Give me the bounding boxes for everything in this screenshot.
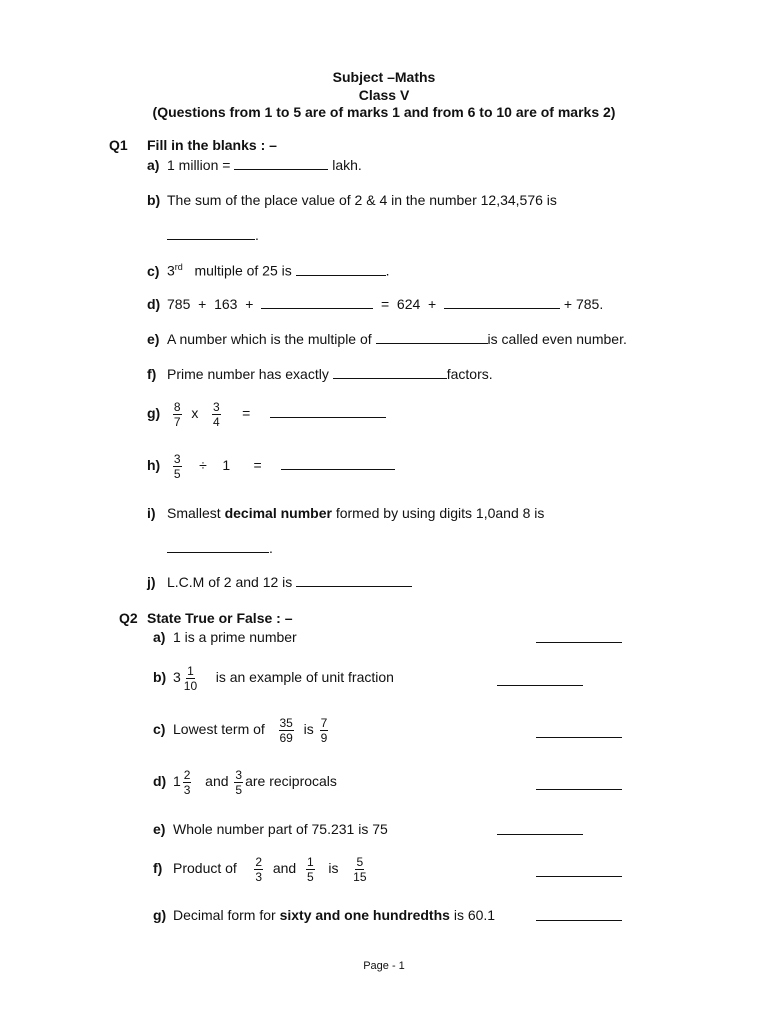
class-title: Class V xyxy=(358,87,410,103)
q1-d-part2: = 624 + xyxy=(373,296,445,312)
answer-blank[interactable] xyxy=(261,297,373,309)
answer-line[interactable] xyxy=(536,876,622,877)
fraction: $\frac{1}{10}$ xyxy=(183,664,198,693)
q1-item-h xyxy=(147,452,395,481)
q2-f-before: Product of xyxy=(173,860,237,877)
answer-line[interactable] xyxy=(497,834,583,835)
q2-g-bold: sixty and one hundredths xyxy=(279,907,450,923)
fraction: $\frac{7}{9}$ xyxy=(320,716,328,745)
operator: x xyxy=(191,405,199,422)
q2-item-d xyxy=(153,768,337,797)
item-label: g) xyxy=(147,405,161,422)
q2-e-text: Whole number part of 75.231 is 75 xyxy=(173,821,388,837)
answer-blank[interactable] xyxy=(376,332,488,344)
equals: = xyxy=(253,457,262,474)
q1-item-i xyxy=(147,505,544,521)
q1-item-i-blank-line xyxy=(167,540,273,556)
q1-f-after: factors. xyxy=(446,366,493,382)
answer-blank[interactable] xyxy=(234,158,328,170)
answer-blank[interactable] xyxy=(444,297,560,309)
item-label: a) xyxy=(147,157,160,173)
q2-item-b xyxy=(153,664,394,693)
q1-d-part3: + 785. xyxy=(560,296,604,312)
answer-blank[interactable] xyxy=(270,406,386,418)
item-label: g) xyxy=(153,907,167,923)
item-label: i) xyxy=(147,505,156,521)
q1-item-d xyxy=(147,296,603,312)
q2-d-after: are reciprocals xyxy=(245,773,337,790)
q1-e-before: A number which is the multiple of xyxy=(167,331,376,347)
page-number: Page - 1 xyxy=(363,960,405,972)
whole-number: 3 xyxy=(173,669,181,686)
q2-item-c xyxy=(153,716,330,745)
fraction: $\frac{3}{4}$ xyxy=(213,400,220,429)
q1-c-text: multiple of 25 is xyxy=(194,262,296,279)
q1-item-j xyxy=(147,574,412,590)
item-label: d) xyxy=(147,296,161,312)
answer-blank[interactable] xyxy=(333,367,447,379)
item-label: b) xyxy=(153,669,167,686)
q1-i-end: . xyxy=(269,540,273,556)
q1-i-before: Smallest xyxy=(167,505,225,521)
q2-item-e xyxy=(153,821,388,837)
q1-item-e xyxy=(147,331,627,347)
fraction: $\frac{3}{5}$ xyxy=(235,768,243,797)
q2-g-after: is 60.1 xyxy=(449,907,496,923)
q1-a-before: 1 million = xyxy=(167,157,235,173)
q2-heading: State True or False : – xyxy=(147,610,293,626)
fraction: $\frac{35}{69}$ xyxy=(279,716,293,745)
q2-f-mid2: is xyxy=(328,860,339,877)
q1-a-after: lakh. xyxy=(328,157,362,173)
whole-number: 1 xyxy=(173,773,181,790)
value: 1 xyxy=(222,457,231,474)
q1-c-pre: 3 xyxy=(167,262,175,279)
answer-line[interactable] xyxy=(536,789,622,790)
item-label: b) xyxy=(147,192,161,208)
q2-item-a xyxy=(153,629,297,645)
q2-g-before: Decimal form for xyxy=(173,907,280,923)
answer-blank[interactable] xyxy=(296,575,412,587)
answer-line[interactable] xyxy=(536,737,622,738)
fraction: $\frac{5}{15}$ xyxy=(353,855,367,884)
answer-blank[interactable] xyxy=(167,228,255,240)
item-label: c) xyxy=(153,721,166,738)
q1-c-sup: rd xyxy=(174,262,183,272)
q1-i-after: formed by using digits 1,0and 8 is xyxy=(331,505,545,521)
q1-d-part1: 785 + 163 + xyxy=(167,296,262,312)
fraction: $\frac{2}{3}$ xyxy=(183,768,191,797)
answer-line[interactable] xyxy=(536,920,622,921)
q2-item-g xyxy=(153,907,495,923)
q1-item-g xyxy=(147,400,386,429)
q1-f-before: Prime number has exactly xyxy=(167,366,333,382)
q1-number: Q1 xyxy=(109,137,128,153)
q1-b-after: . xyxy=(255,227,259,243)
q2-c-mid: is xyxy=(303,721,314,738)
fraction: $\frac{1}{5}$ xyxy=(307,855,314,884)
operator: ÷ xyxy=(199,457,207,474)
answer-blank[interactable] xyxy=(167,541,269,553)
q1-heading: Fill in the blanks : – xyxy=(147,137,277,153)
fraction: $\frac{8}{7}$ xyxy=(173,400,181,429)
q2-item-f xyxy=(153,855,370,884)
answer-blank[interactable] xyxy=(296,264,386,276)
q1-i-bold: decimal number xyxy=(224,505,332,521)
q1-item-a xyxy=(147,157,362,173)
equals: = xyxy=(242,405,251,422)
item-label: e) xyxy=(153,821,166,837)
fraction: $\frac{3}{5}$ xyxy=(173,452,181,481)
q2-c-before: Lowest term of xyxy=(173,721,265,738)
marks-note: (Questions from 1 to 5 are of marks 1 and from 6 to 10 are of marks 2) xyxy=(152,104,616,120)
item-label: e) xyxy=(147,331,160,347)
fraction: $\frac{2}{3}$ xyxy=(255,855,263,884)
answer-blank[interactable] xyxy=(281,458,395,470)
item-label: c) xyxy=(147,262,160,279)
q1-j-before: L.C.M of 2 and 12 is xyxy=(167,574,297,590)
q1-c-after: . xyxy=(385,262,390,279)
item-label: f) xyxy=(153,860,163,877)
item-label: d) xyxy=(153,773,167,790)
q1-b-text: The sum of the place value of 2 & 4 in the number 12,34,576 is xyxy=(167,192,557,208)
answer-line[interactable] xyxy=(536,642,622,643)
q1-item-b-blank-line xyxy=(167,227,259,243)
item-label: a) xyxy=(153,629,166,645)
q2-f-mid1: and xyxy=(272,860,297,877)
answer-line[interactable] xyxy=(497,685,583,686)
q2-a-text: 1 is a prime number xyxy=(173,629,297,645)
item-label: f) xyxy=(147,366,157,382)
item-label: h) xyxy=(147,457,161,474)
subject-title: Subject –Maths xyxy=(332,69,436,85)
q2-d-mid: and xyxy=(205,773,229,790)
item-label: j) xyxy=(147,574,156,590)
q1-item-b xyxy=(147,192,557,208)
q1-item-f xyxy=(147,366,493,382)
q2-number: Q2 xyxy=(119,610,138,626)
q2-b-text: is an example of unit fraction xyxy=(215,669,394,686)
q1-e-after: is called even number. xyxy=(487,331,627,347)
q1-item-c xyxy=(147,262,390,279)
